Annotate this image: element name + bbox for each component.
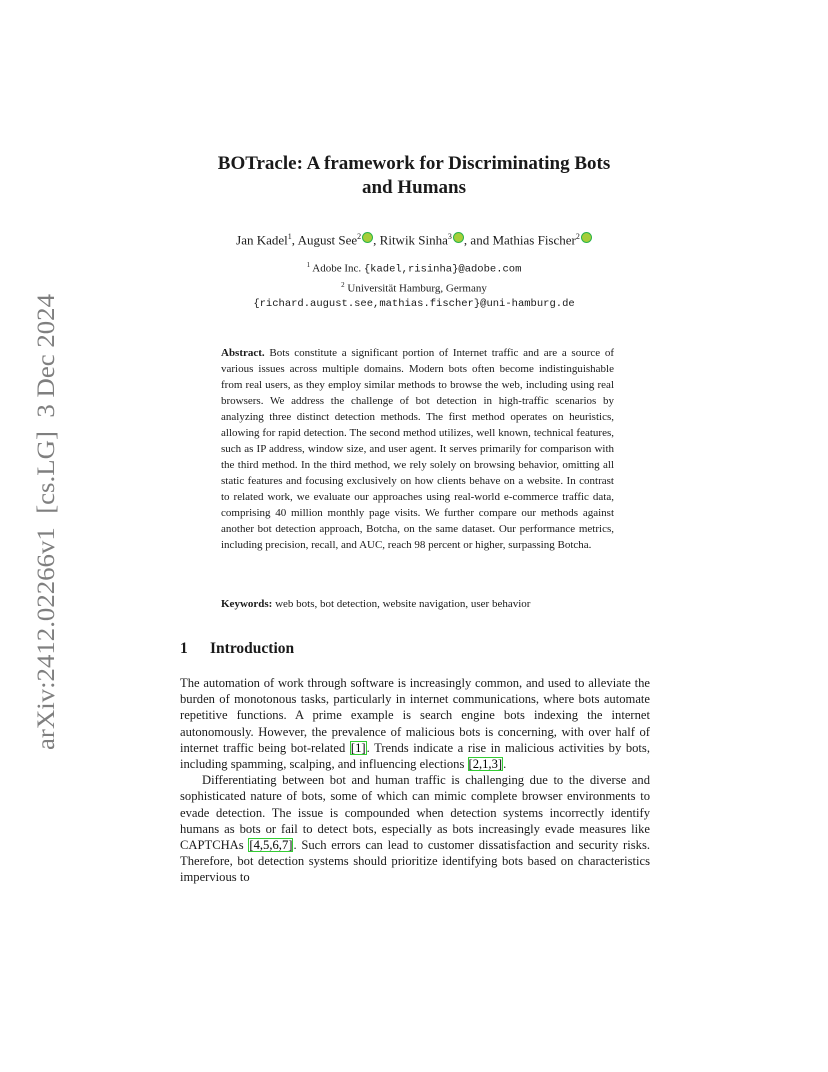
author-separator: , and xyxy=(463,232,493,248)
author-name: Mathias Fischer xyxy=(492,232,576,248)
author-name: Ritwik Sinha xyxy=(379,232,448,248)
affiliation-email[interactable]: {kadel,risinha}@adobe.com xyxy=(363,263,522,276)
affiliation-2 xyxy=(150,278,678,297)
keywords-label: Keywords: xyxy=(221,598,273,610)
orcid-icon[interactable] xyxy=(453,232,464,243)
section-title: Introduction xyxy=(210,640,295,657)
paragraph-text: The automation of work through software is increasingly common, and used to alleviate the burden of monotonous tasks, particularly in internet communications, where bots automate repetitive functions. A prime example is search engine bots indexing the internet autonomously. However, the prevalence of malicious bots is concerning, with over half of internet traffic being bot-related xyxy=(180,676,650,755)
orcid-icon[interactable] xyxy=(581,232,592,243)
author-list xyxy=(150,228,678,249)
affiliation-marker: 1 xyxy=(287,232,292,241)
title-line-1: BOTracle: A framework for Discriminating Bots xyxy=(217,153,611,174)
abstract-label: Abstract. xyxy=(221,347,265,359)
arxiv-identifier: arXiv:2412.02266v1 [cs.LG] 3 Dec 2024 xyxy=(33,325,60,750)
affiliation-email[interactable]: {richard.august.see,mathias.fischer}@uni-hamburg.de xyxy=(253,298,575,311)
paragraph-text: . Such errors can lead to customer dissatisfaction and security risks. Therefore, bot detection systems should prioritize identifying bots based on characteristics impervious to xyxy=(180,838,650,885)
section-body xyxy=(180,675,650,886)
affiliation-1 xyxy=(150,258,678,278)
affiliation-marker: 2 xyxy=(357,232,362,241)
paragraph-1 xyxy=(180,675,650,772)
citation-link[interactable]: [1] xyxy=(350,740,366,755)
title-line-2: and Humans xyxy=(361,177,467,198)
affiliation-marker: 2 xyxy=(575,232,580,241)
paragraph-text: . xyxy=(503,757,507,772)
paragraph-2 xyxy=(180,772,650,885)
affiliation-org: Universität Hamburg, Germany xyxy=(347,282,487,295)
orcid-icon[interactable] xyxy=(362,232,373,243)
section-number: 1 xyxy=(180,640,188,657)
author-name: August See xyxy=(297,232,358,248)
abstract xyxy=(221,345,614,553)
affiliation-org: Adobe Inc. xyxy=(312,262,362,275)
affiliation-number: 2 xyxy=(341,280,345,289)
citation-link[interactable]: [2,1,3] xyxy=(468,757,503,772)
paragraph-text: . Trends indicate a rise in malicious activities by bots, including spamming, scalping, and influencing elections xyxy=(180,740,650,772)
arxiv-side-stamp xyxy=(14,292,74,752)
affiliation-2-email-line xyxy=(150,296,678,312)
citation-link[interactable]: [4,5,6,7] xyxy=(249,838,293,853)
abstract-text: Bots constitute a significant portion of Internet traffic and are a source of various issues across multiple domains. Modern bots often become indistinguishable from real users, as they employ similar methods to browse the web, including using real browsers. We address the challenge of bot detection in high-traffic scenarios by analyzing three distinct detection methods. The first method operates on heuristics, allowing for rapid detection. The second method utilizes, well known, technical features, such as IP address, window size, and user agent. It serves primarily for comparison with the third method. In the third method, we rely solely on browsing behavior, omitting all static features and focusing exclusively on how clients behave on a website. In contrast to related work, we evaluate our approaches using real-world e-commerce traffic data, comprising 40 million monthly page visits. We further compare our methods against another bot detection approach, Botcha, on the same dataset. Our performance metrics, including precision, recall, and AUC, reach 98 percent or higher, surpassing Botcha. xyxy=(221,347,615,551)
author-name: Jan Kadel xyxy=(236,232,288,248)
affiliations xyxy=(150,258,678,312)
author-separator: , xyxy=(373,232,380,248)
keywords xyxy=(221,596,621,612)
paragraph-text: Differentiating between bot and human traffic is challenging due to the diverse and sophisticated nature of bots, some of which can mimic complete browser environments to evade detection. The issue is compounded when detection systems incorrectly identify humans as bots or fail to detect bots, especially as bots increasingly evade measures like CAPTCHAs xyxy=(180,773,650,853)
section-heading xyxy=(180,639,294,659)
affiliation-marker: 3 xyxy=(447,232,452,241)
keywords-text: web bots, bot detection, website navigation, user behavior xyxy=(275,598,531,610)
author-separator: , xyxy=(291,232,298,248)
paper-title xyxy=(150,152,678,200)
affiliation-number: 1 xyxy=(306,261,311,269)
